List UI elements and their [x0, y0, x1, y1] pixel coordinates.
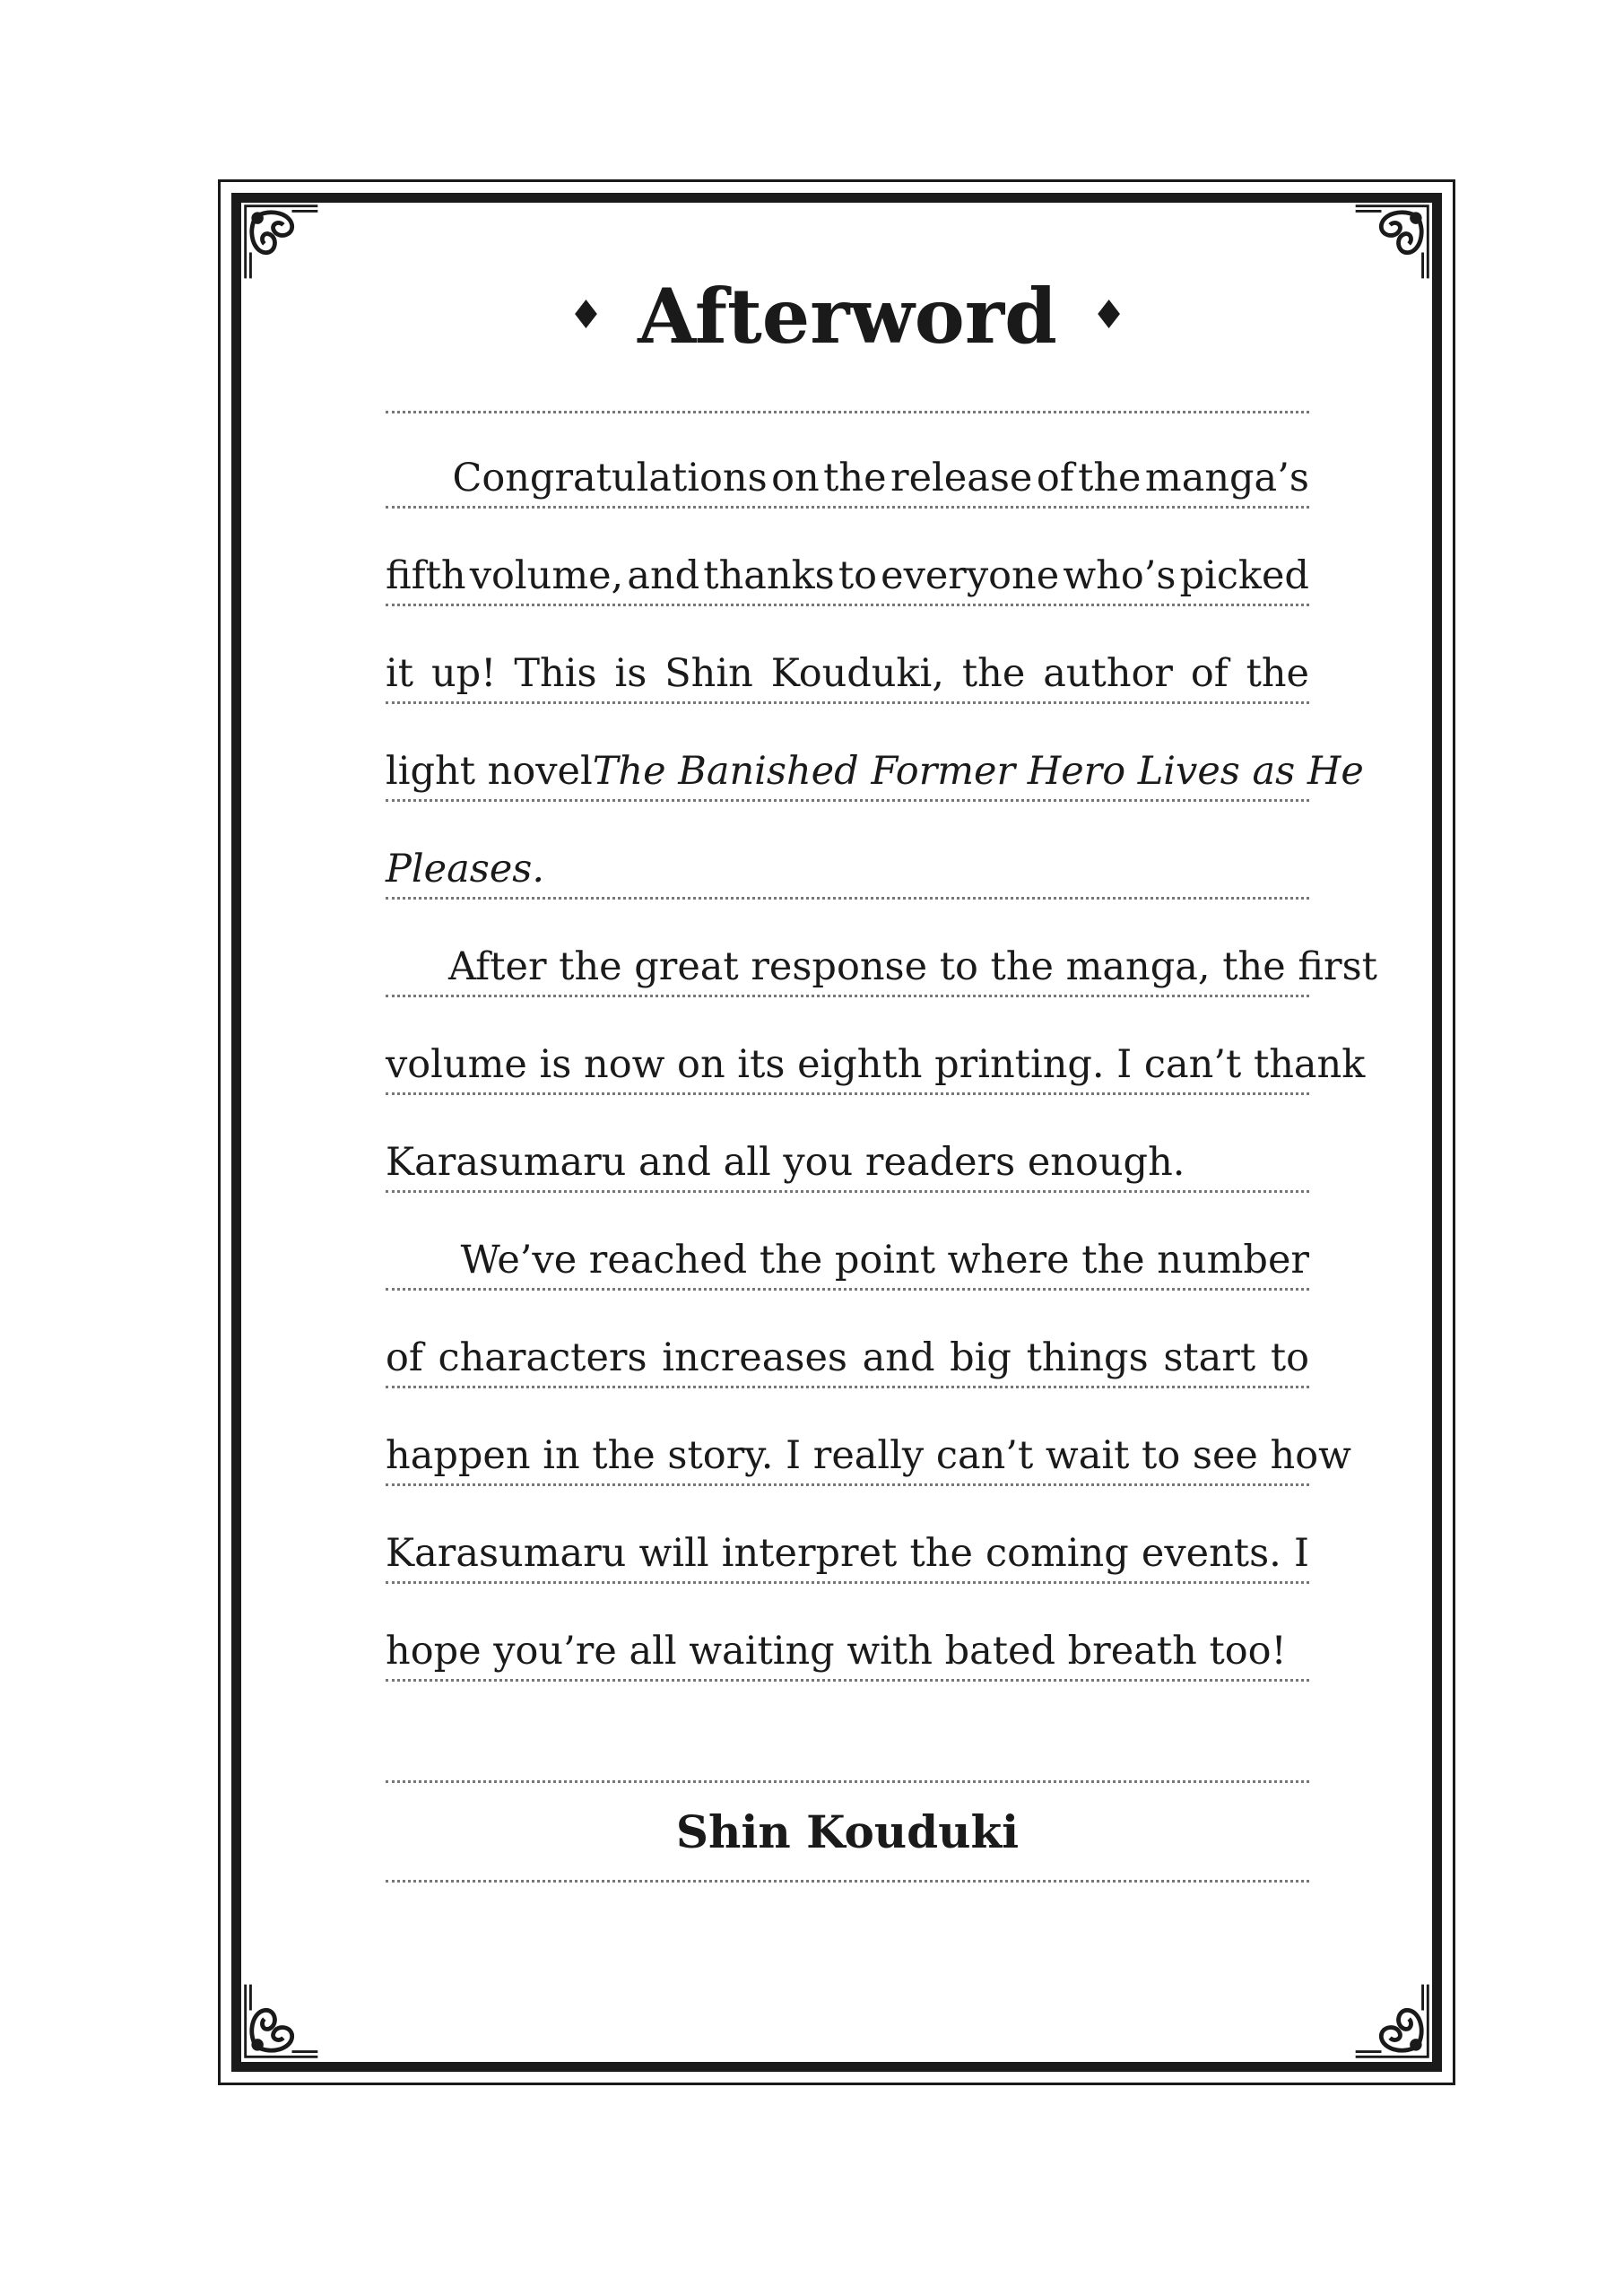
text-line	[386, 1193, 1309, 1291]
paragraph-3-line-1: We’ve reached the point where the number	[460, 1238, 1309, 1283]
text-line	[386, 802, 1309, 900]
title-text: Afterword	[638, 271, 1057, 361]
signature-block	[386, 1780, 1309, 1883]
text-line	[386, 1095, 1309, 1193]
book-title-end: Pleases.	[386, 847, 545, 891]
page-title	[386, 262, 1309, 370]
corner-ornament-icon	[1349, 199, 1435, 285]
paragraph-3-line-5: hope you’re all waiting with bated breath too!	[386, 1629, 1287, 1674]
text-line	[386, 1291, 1309, 1388]
afterword-body	[386, 411, 1377, 1682]
text-line	[386, 1584, 1309, 1682]
paragraph-2-line-2: volume is now on its eighth printing. I can’t thank	[386, 1042, 1366, 1087]
paragraph-3-line-4: Karasumaru will interpret the coming events. I	[386, 1531, 1309, 1576]
paragraph-1-line-5	[386, 847, 1309, 891]
text-line	[386, 411, 1309, 509]
paragraph-2-line-3: Karasumaru and all you readers enough.	[386, 1140, 1185, 1185]
book-title: The Banished Former Hero Lives as He	[592, 749, 1364, 794]
text-line	[386, 1486, 1309, 1584]
diamond-right-icon: ♦	[1090, 292, 1127, 338]
paragraph-3-line-3: happen in the story. I really can’t wait to see how	[386, 1433, 1351, 1478]
corner-ornament-icon	[239, 1978, 325, 2064]
text-line	[386, 997, 1366, 1095]
paragraph-1-line-3: it up! This is Shin Kouduki, the author of the	[386, 651, 1309, 696]
paragraph-2-line-1: After the great response to the manga, the first	[448, 944, 1377, 989]
text-line	[386, 900, 1377, 997]
paragraph-1-line-4: light novel The Banished Former Hero Lives as He	[386, 749, 1364, 794]
diamond-left-icon: ♦	[568, 292, 604, 338]
paragraph-3-line-2: of characters increases and big things start to	[386, 1335, 1309, 1380]
author-signature: Shin Kouduki	[675, 1805, 1020, 1858]
corner-ornament-icon	[1349, 1978, 1435, 2064]
text-line	[386, 509, 1309, 606]
paragraph-1-line-1: Congratulations on the release of the manga’s	[452, 456, 1309, 500]
text-line	[386, 606, 1309, 704]
paragraph-1-line-2: fifth volume, and thanks to everyone who’s picked	[386, 553, 1309, 598]
text-line	[386, 704, 1364, 802]
text-line	[386, 1388, 1351, 1486]
corner-ornament-icon	[239, 199, 325, 285]
